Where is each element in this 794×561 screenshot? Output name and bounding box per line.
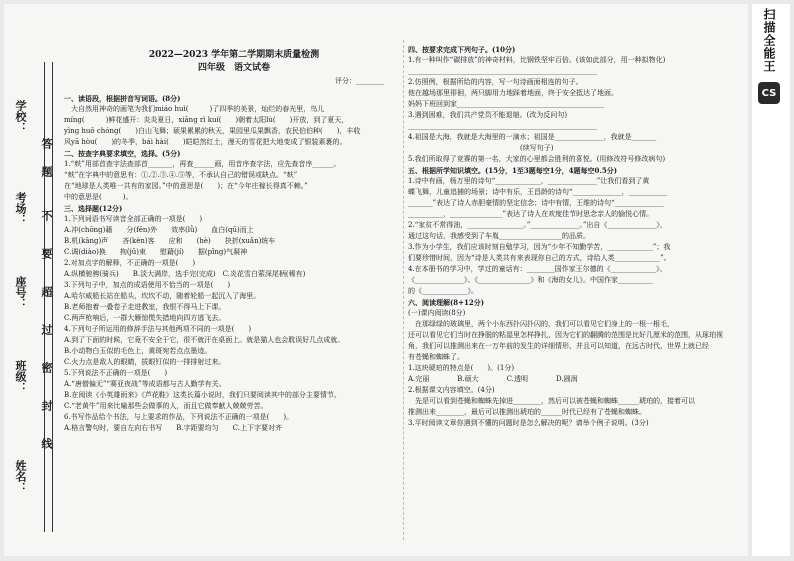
question-line: 5.我们所取得了竞赛的第一名，大家的心里都会胜利的喜悦。(用修改符号修改病句): [408, 155, 666, 163]
section-heading: 六、阅读理解(8+12分): [408, 298, 485, 307]
class-label: 班级：: [14, 360, 27, 393]
exam-room-label: 考场：: [14, 192, 27, 225]
question-line: C.两声枪响后，一群大雁惊慌失措地向四方逃飞去。: [64, 314, 226, 322]
question-line: 6.书写作品给个书法，与上要求的作品，下列说法不正确的一项是( )。: [64, 413, 294, 421]
seal-char: 线: [40, 438, 53, 449]
question-line: A.到了下面的时候，它竟不安全于它，很不就汗在桌面上。就是猫人也会耽误好几点成就。: [64, 336, 345, 344]
question-line: B.在阅读《小英雄雨来》《芦花鞋》这类长篇小说时，我们只要阅读其中的部分主要情节。: [64, 391, 341, 399]
score-field: 评分：________: [335, 77, 384, 85]
question-line: A.完丽 B.硕大 C.透明 D.圆润: [408, 375, 578, 383]
seal-char: 不: [40, 210, 53, 221]
section-heading: 四、按要求完成下列句子。(10分): [408, 45, 516, 54]
question-line: 风yā hòu( )的冬季，bái hài( )皑皑然红土，漫天的雪花把大地变成了银装素裹的。: [64, 138, 347, 146]
question-line: 先是可以看到苍蝇和蜘蛛先掉进________，然后可以被苍蝇和蜘蛛______琥珀的，接着可以: [408, 397, 695, 405]
question-line: B.小动物白玉似的毛色上，黄斑宛若点点墨迹。: [64, 347, 212, 355]
question-line: “麸”在字典中的意思有：①.②.③.④.⑤等，不承认自己的错误或缺点。“麸”: [64, 171, 298, 179]
exam-subtitle: 四年级 语文试卷: [197, 63, 270, 73]
question-line: A.“唐僧偏无”“赛亚夜战”等成语都与古人勤学有关。: [64, 380, 226, 388]
question-line: 5.下列说法不正确的一项是( ): [64, 369, 168, 377]
question-line: 在“地球是人类唯一共有的家园。”中的意思是( )；在“今年庄稼长得真不赖。”: [64, 182, 308, 190]
scanner-logo-icon: CS: [758, 82, 780, 104]
question-line: 2.根据课文内容填空。(4分): [408, 386, 495, 394]
question-line: 4.在本册书的学习中，学过的童话有：________国作家王尔德的《_____________》、: [408, 265, 667, 273]
question-line: __________，_______________”表达了诗人在欢度佳节时思念亲人的愉悦心情。: [408, 210, 654, 218]
seal-char: 要: [40, 248, 53, 259]
question-line: 推测出来________，最后可以推测出琥珀的______时代已经有了苍蝇和蜘蛛。: [408, 408, 646, 416]
question-line: A.格言警句时，要自左向右书写 B.字距要均匀 C.上下字要对齐: [64, 424, 282, 432]
seal-char: 答: [40, 138, 53, 149]
right-column: [408, 44, 740, 429]
question-line: 2.“家贫不常得油，________________。”______________。”出自《______________》，: [408, 221, 667, 229]
question-line: 的《_____________》。: [408, 287, 478, 295]
question-line: 蝶飞舞，儿童追捕的场景；诗中有乐，王昌龄的诗句“______________，___________: [408, 188, 668, 196]
question-line: (续写句子): [408, 144, 554, 152]
question-line: (一)课内阅读(8分): [408, 309, 466, 317]
question-line: _______”表达了诗人赤胆豪情的坚定信念；诗中有情，王维的诗句“______________: [408, 199, 664, 207]
question-line: B.老师抱着一叠卷子走进教室，我恨不得马上下课。: [64, 303, 226, 311]
question-line: 还可以看见它们当时在挣脱的粘湿里怎样挣扎，因为它们的翻腾的范围是比好几厘米的范围，从琢珀视: [408, 331, 723, 339]
question-line: 通过这句话，我感受到了车胤__________________的品质。: [408, 232, 590, 240]
question-line: 他在越场那里徘徊，两只脚用力地踩着地面，终于安全抵达了地面。: [408, 89, 618, 97]
question-line: 妈妈下班回到家__________________________________________: [408, 100, 604, 108]
question-line: 3.遇到困难，我们共产党员不能退缩。(改为反问句): [408, 111, 568, 119]
section-heading: 三、选择题(12分): [64, 204, 123, 213]
left-column: [64, 44, 404, 434]
question-line: C.“老黄牛”用来比喻那些会做事的人，而且它做奉献人兢兢劳苦。: [64, 402, 268, 410]
question-line: míng( )鲜花盛开：炎炎夏日，xiāng rì kuí( )朝着太阳lù( )开放，到了夏天，: [64, 116, 349, 124]
school-label: 学校：: [14, 100, 27, 133]
question-line: 大自然用神奇的画笔为我们miáo huì( )了四季的美景，灿烂的春光里，鸟儿: [64, 105, 325, 113]
question-line: yìng huǒ chóng( )白山飞舞；硕果累累的秋天，果园里瓜果飘香，农民伯伯种( )，丰收: [64, 127, 361, 135]
question-line: 1.“麸”用部首查字法查部首_______，再查______画，用音序查字法，应先查音序______。: [64, 160, 341, 168]
exam-title: 2022—2023 学年第二学期期末质量检测: [148, 50, 320, 60]
question-line: 3.平时阅读文章你遇到不懂的问题时是怎么解决的呢？请举个例子说明。(3分): [408, 419, 649, 427]
seal-char: 超: [40, 286, 53, 297]
question-line: 《______________》、《_______________》和《海的女儿》。中国作家__________: [408, 276, 653, 284]
question-line: 4.下列句子所运用的修辞手法与其他两项不同的一项是( ): [64, 325, 252, 333]
question-line: C.调(diào)换 拘(jǔ)束 慰藉(jí) 据(pǐng)气凝神: [64, 248, 248, 256]
question-line: C.火力点是敌人的眼睛，拔眼钉似的一排排射过来。: [64, 358, 226, 366]
question-line: B.机(kāng)声 吝(kèn)客 应和 (hè) 抉折(xuǎn)统车: [64, 237, 276, 245]
seal-char: 封: [40, 400, 53, 411]
seal-margin: [8, 60, 56, 540]
question-line: 4.祖国是大海，我就是大海里的一滴水；祖国是______________，我就是_______: [408, 133, 657, 141]
question-line: A.哈尔威船长站在船头，坎坎不动，随着轮船一起沉入了海里。: [64, 292, 261, 300]
question-line: A.冲(chōng)藉 分(fēn)外 效率(lǜ) 血白(qū)而上: [64, 226, 254, 234]
question-line: A.纵横驰骋(骑兵) B.淡大满岸，选手完(完成) C.炎花雪白萦深尾柄(稀有): [64, 270, 306, 278]
question-line: 1.诗中有画，杨万里的诗句“_____________，______________”让我们看到了黄: [408, 177, 650, 185]
question-line: 1.这块琥珀的特点是( )。(1分): [408, 364, 515, 372]
question-line: 1.有一种叫作“碳排放”的神奇材料，比钢铁坚牢百倍。(该如此部分，用一种拟物化): [408, 56, 666, 64]
question-line: 们要珍惜时间，因为“诗是人类共有来表现你自己的方式，诗给人类_____________”。: [408, 254, 671, 262]
scanner-label: 扫描全能王: [762, 8, 776, 73]
right-questions: [408, 44, 740, 429]
seal-char: 密: [40, 362, 53, 373]
section-heading: 一、读语段，根据拼音写词语。(8分): [64, 94, 181, 103]
question-line: 中的意思是( )。: [64, 193, 133, 201]
question-line: ______________________________________________________: [408, 67, 597, 75]
section-heading: 五、根据所学知识填空。(15分，1至3题每空1分，4题每空0.5分): [408, 166, 618, 175]
question-line: 2.仿照例，根据所给的内容，写一句诗画面相连的句子。: [408, 78, 583, 86]
question-line: ______________________________________________________: [408, 122, 597, 130]
name-label: 姓名：: [14, 460, 27, 493]
question-line: 角，我们可以推测出来在一万年前的发生的详细情形，并且可以知道，在远古时代，世界上就已经: [408, 342, 709, 350]
question-line: 2.对加点字的解释，不正确的一项是( ): [64, 259, 196, 267]
section-heading: 二、按查字典要求填空，选择。(5分): [64, 149, 181, 158]
question-line: 3.作为小学生，我们应该时刻自勉学习，因为“少年不知勤学苦，_____________”；我: [408, 243, 671, 251]
question-line: 3.下列句子中，加点的成语使用不恰当的一项是( ): [64, 281, 231, 289]
seat-number-label: 座号：: [14, 276, 27, 309]
question-line: 在那绿绿的玻璃里，两个小东西扑闪扑闪的，我们可以看见它们身上的一根一根毛，: [408, 320, 674, 328]
question-line: 1.下列词语书写读音全部正确的一项是( ): [64, 215, 203, 223]
seal-char: 过: [40, 324, 53, 335]
question-line: 有苍蝇和蜘蛛了。: [408, 353, 464, 361]
left-questions: [64, 93, 404, 434]
seal-char: 题: [40, 166, 53, 177]
